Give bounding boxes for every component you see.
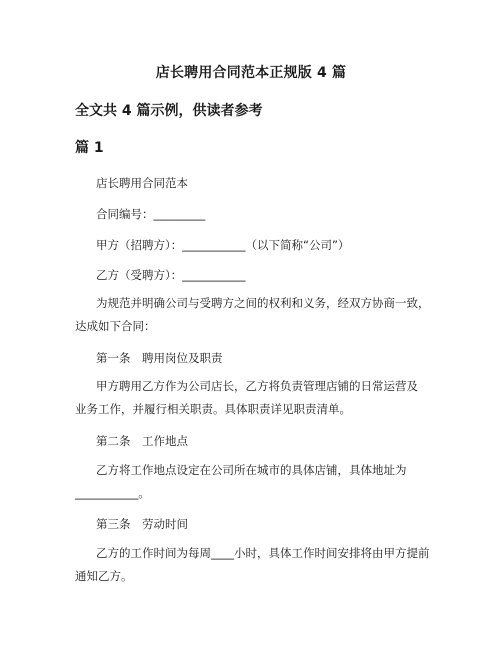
article-2-title-paragraph xyxy=(75,430,445,453)
article-1-line-2: 业务工作，并履行相关职责。具体职责详见职责清单。 xyxy=(75,402,351,416)
contract-number: 合同编号：_________ xyxy=(96,207,206,221)
article-1-paragraph xyxy=(75,375,445,421)
article-1-title-paragraph xyxy=(75,347,445,370)
party-b: 乙方（受聘方）：___________ xyxy=(96,268,246,282)
contract-heading-text: 店长聘用合同范本 xyxy=(96,176,188,190)
article-1-line-1: 甲方聘用乙方作为公司店长，乙方将负责管理店铺的日常运营及 xyxy=(96,379,418,393)
article-1-title: 第一条 聘用岗位及职责 xyxy=(96,351,223,365)
article-2-title: 第二条 工作地点 xyxy=(96,434,188,448)
article-2-line-1: 乙方将工作地点设定在公司所在城市的具体店铺，具体地址为 xyxy=(96,463,407,477)
intro-paragraph xyxy=(75,292,445,338)
article-3-title: 第三条 劳动时间 xyxy=(96,517,188,531)
article-2-paragraph xyxy=(75,459,445,505)
article-3-line-1: 乙方的工作时间为每周____小时，具体工作时间安排将由甲方提前 xyxy=(96,546,430,560)
contract-number-paragraph xyxy=(75,203,445,226)
document-title: 店长聘用合同范本正规版 4 篇 xyxy=(155,65,347,81)
article-3-title-paragraph xyxy=(75,513,445,536)
document-subtitle: 全文共 4 篇示例，供读者参考 xyxy=(75,103,263,119)
party-b-paragraph xyxy=(75,264,445,287)
party-a-paragraph xyxy=(75,234,445,257)
article-2-line-2: ___________。 xyxy=(75,486,150,500)
article-3-paragraph xyxy=(75,542,445,588)
article-3-line-2: 通知乙方。 xyxy=(75,569,133,583)
intro-line-1: 为规范并明确公司与受聘方之间的权利和义务，经双方协商一致， xyxy=(96,296,430,310)
intro-line-2: 达成如下合同： xyxy=(75,319,156,333)
section-heading: 篇 1 xyxy=(75,140,104,156)
contract-heading xyxy=(75,172,445,195)
party-a: 甲方（招聘方）：___________（以下简称“公司”） xyxy=(96,238,350,252)
